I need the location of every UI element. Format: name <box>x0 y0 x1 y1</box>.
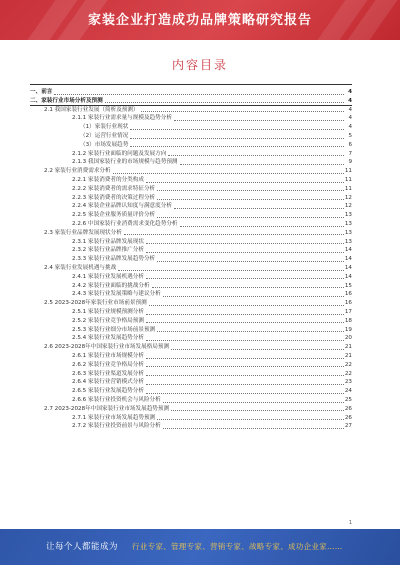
toc-entry-title: （2）运营行业情况 <box>80 133 129 139</box>
toc-entry-title: 2.1 我国家装行业发展（简析及预测） <box>44 106 139 113</box>
toc-entry-page: 26 <box>344 414 352 421</box>
toc-leader-dots <box>146 322 344 323</box>
toc-entry[interactable] <box>72 282 352 291</box>
toc-entry[interactable] <box>72 194 352 203</box>
toc-entry-title: （3）市场发展趋势 <box>80 141 129 148</box>
toc-entry[interactable] <box>44 264 352 273</box>
toc-leader-dots <box>105 102 344 103</box>
toc-leader-dots <box>180 226 344 227</box>
toc-leader-dots <box>152 287 344 288</box>
toc-entry[interactable] <box>72 185 352 194</box>
toc-entry-page: 11 <box>344 185 352 192</box>
toc-entry-title: 2.3.2 家装行业品牌推广分析 <box>72 247 144 254</box>
toc-entry-page: 9 <box>348 159 352 166</box>
toc-entry-title: 2.2.1 家装消费者的分类构成 <box>72 177 144 183</box>
toc-leader-dots <box>146 340 344 341</box>
toc-entry[interactable] <box>72 317 352 326</box>
toc-entry-title: 二、家装行业市场分析及预测 <box>30 97 103 104</box>
toc-entry-page: 4 <box>348 89 352 95</box>
toc-entry-page: 11 <box>344 168 352 175</box>
toc-entry-page: 14 <box>344 247 352 254</box>
toc-entry[interactable] <box>72 352 352 361</box>
toc-entry[interactable] <box>44 167 352 176</box>
toc-entry-title: 2.6.3 家装行业渠道发展分析 <box>72 370 144 377</box>
toc-entry[interactable] <box>80 141 352 150</box>
toc-entry-title: 2.6 2023-2028年中国家装行业市场发展格局预测 <box>44 344 170 351</box>
toc-leader-dots <box>146 375 344 376</box>
toc-leader-dots <box>157 331 344 332</box>
toc-entry-title: 2.4.1 家装行业发展机遇分析 <box>72 273 144 280</box>
toc-leader-dots <box>146 243 344 244</box>
toc-leader-dots <box>157 199 344 200</box>
toc-entry[interactable] <box>72 414 352 423</box>
toc-entry-page: 14 <box>344 256 352 263</box>
toc-entry-title: 2.7 2023-2028年中国家装行业市场发展趋势预测 <box>44 405 170 412</box>
toc-entry-page: 20 <box>344 335 352 342</box>
toc-entry-page: 13 <box>344 238 352 245</box>
toc-entry[interactable] <box>44 106 352 115</box>
toc-entry[interactable] <box>30 88 352 97</box>
toc-leader-dots <box>146 278 344 279</box>
toc-entry-page: 14 <box>344 265 352 271</box>
footer-tagline: 行业专家、管理专家、营销专家、战略专家、成功企业家…… <box>132 542 343 551</box>
toc-leader-dots <box>157 217 344 218</box>
toc-entry-page: 25 <box>344 397 352 403</box>
toc-entry[interactable] <box>72 211 352 220</box>
toc-leader-dots <box>157 261 344 262</box>
toc-entry[interactable] <box>72 361 352 370</box>
toc-leader-dots <box>124 234 344 235</box>
toc-entry[interactable] <box>72 308 352 317</box>
toc-entry-title: 一、前言 <box>30 89 53 95</box>
toc-entry-page: 23 <box>344 379 352 386</box>
footer-banner <box>0 529 400 565</box>
toc-entry-title: 2.2 家装行业消费需求分析 <box>44 168 111 175</box>
toc-entry[interactable] <box>72 255 352 264</box>
toc-entry-title: 2.7.2 家装行业投资前景与风险分析 <box>72 423 161 430</box>
toc-entry[interactable] <box>72 220 352 229</box>
toc-entry[interactable] <box>72 334 352 343</box>
toc-entry[interactable] <box>72 238 352 247</box>
toc-entry-title: 2.5.4 家装行业发展趋势分析 <box>72 335 144 342</box>
toc-entry-title: 2.3 家装行业品牌发展现状分析 <box>44 229 122 236</box>
toc-entry-page: 7 <box>348 150 352 157</box>
toc-entry-page: 13 <box>344 221 352 227</box>
toc-leader-dots <box>113 173 344 174</box>
toc-entry-page: 4 <box>348 124 352 131</box>
toc-entry-title: 2.6.4 家装行业营销模式分析 <box>72 379 144 386</box>
toc-entry[interactable] <box>72 202 352 211</box>
toc-entry-page: 21 <box>344 353 352 359</box>
toc-entry-page: 14 <box>344 273 352 280</box>
toc-entry[interactable] <box>72 378 352 387</box>
toc-entry-title: 2.2.4 家装企业品牌认知度与满意度分析 <box>72 203 172 210</box>
toc-leader-dots <box>130 129 344 130</box>
toc-entry-title: 2.3.3 家装行业品牌发展趋势分析 <box>72 256 156 263</box>
toc-entry-title: 2.6.2 家装行业竞争格局分析 <box>72 361 144 368</box>
toc-entry[interactable] <box>44 229 352 238</box>
toc-entry[interactable] <box>72 114 352 123</box>
toc-entry-title: 2.5.1 家装行业规模预测分析 <box>72 309 144 315</box>
toc-entry-page: 4 <box>348 106 352 113</box>
toc-entry[interactable] <box>72 158 352 167</box>
toc-entry-page: 4 <box>348 115 352 122</box>
toc-leader-dots <box>146 393 344 394</box>
toc-entry-page: 4 <box>348 97 352 104</box>
toc-entry-title: 2.3.1 家装行业品牌发展现状 <box>72 238 144 245</box>
toc-entry[interactable] <box>72 396 352 405</box>
toc-leader-dots <box>141 111 344 112</box>
toc-entry-title: 2.2.2 家装消费者的需求特征分析 <box>72 185 156 192</box>
toc-entry-page: 16 <box>344 291 352 298</box>
toc-entry[interactable] <box>80 132 352 141</box>
toc-entry-page: 27 <box>344 423 352 430</box>
toc-entry-title: 2.2.3 家装消费者的决策过程分析 <box>72 194 156 201</box>
toc-leader-dots <box>146 182 344 183</box>
toc-entry[interactable] <box>72 326 352 335</box>
toc-entry-title: 2.4.3 家装行业发展策略与建议分析 <box>72 291 161 298</box>
toc-leader-dots <box>180 164 344 165</box>
toc-leader-dots <box>146 314 344 315</box>
toc-entry-title: （1）家装行业现状 <box>80 124 129 131</box>
toc-top-rule <box>30 84 352 85</box>
toc-entry-page: 17 <box>344 309 352 315</box>
toc-entry-page: 12 <box>344 194 352 201</box>
toc-leader-dots <box>54 94 344 95</box>
toc-leader-dots <box>130 146 344 147</box>
toc-entry-title: 2.6.6 家装行业投资机会与风险分析 <box>72 397 161 403</box>
toc-entry-title: 2.5.3 家装行业细分市场前景预测 <box>72 326 156 333</box>
toc-entry-title: 2.5.2 家装行业竞争格局预测 <box>72 317 144 324</box>
toc-entry[interactable] <box>72 150 352 159</box>
toc-entry-title: 2.4.2 家装行业面临的挑战分析 <box>72 282 150 289</box>
toc-entry-title: 2.5 2023-2028年家装行业市场前景预测 <box>44 300 147 307</box>
toc-entry-page: 5 <box>348 133 352 139</box>
toc-entry-page: 19 <box>344 326 352 333</box>
page-number: 1 <box>348 520 352 526</box>
toc-entry-page: 15 <box>344 282 352 289</box>
toc-entry-page: 18 <box>344 317 352 324</box>
toc-leader-dots <box>118 270 344 271</box>
toc-entry-page: 6 <box>348 141 352 148</box>
toc-entry-title: 2.6.1 家装行业市场规模分析 <box>72 353 144 359</box>
toc-leader-dots <box>146 366 344 367</box>
toc-leader-dots <box>157 190 344 191</box>
toc-entry[interactable] <box>44 299 352 308</box>
toc-entry-title: 2.1.2 家装行业面临的问题及发展方向 <box>72 150 167 157</box>
toc-leader-dots <box>168 155 344 156</box>
toc-leader-dots <box>163 296 344 297</box>
toc-entry-title: 2.2.5 家装企业服务质量评价分析 <box>72 212 156 219</box>
toc-entry[interactable] <box>72 290 352 299</box>
toc-leader-dots <box>146 358 344 359</box>
toc-section-rule <box>30 105 352 106</box>
report-title: 家装企业打造成功品牌策略研究报告 <box>87 13 312 28</box>
toc-entry-page: 11 <box>344 177 352 183</box>
toc-entry-title: 2.4 家装行业发展机遇与挑战 <box>44 265 117 271</box>
toc-leader-dots <box>149 305 344 306</box>
toc-entry-page: 22 <box>344 361 352 368</box>
toc-leader-dots <box>163 402 344 403</box>
toc-leader-dots <box>174 120 344 121</box>
toc-entry[interactable] <box>72 422 352 431</box>
toc-leader-dots <box>157 419 344 420</box>
toc-entry-title: 2.1.3 我国家装行业的市场规模与趋势预测 <box>72 159 178 166</box>
report-header-banner <box>0 0 400 40</box>
toc-leader-dots <box>174 208 344 209</box>
toc-entry-page: 26 <box>344 405 352 412</box>
toc-entry[interactable] <box>44 343 352 352</box>
toc-entry-page: 16 <box>344 300 352 307</box>
toc-entry[interactable] <box>72 273 352 282</box>
toc-leader-dots <box>130 138 344 139</box>
toc-entry-page: 13 <box>344 212 352 219</box>
toc-entry-page: 22 <box>344 370 352 377</box>
toc-entry-title: 2.1.1 家装行业需求量与规模及趋势分析 <box>72 115 172 122</box>
toc-entry-page: 24 <box>344 388 352 395</box>
toc-entry[interactable] <box>44 405 352 414</box>
footer-lead-text: 让每个人都能成为 <box>46 542 119 552</box>
toc-leader-dots <box>163 428 344 429</box>
toc-entry-title: 2.2.6 中国家装行业消费需求变化趋势分析 <box>72 221 178 227</box>
toc-leader-dots <box>171 410 344 411</box>
toc-entry-title: 2.6.5 家装行业发展趋势分析 <box>72 388 144 395</box>
toc-leader-dots <box>146 384 344 385</box>
toc-heading: 内容目录 <box>171 58 228 72</box>
toc-entry[interactable] <box>72 246 352 255</box>
toc-entry-page: 13 <box>344 229 352 236</box>
toc-entry[interactable] <box>72 176 352 185</box>
toc-entry[interactable] <box>72 387 352 396</box>
toc-entry[interactable] <box>72 370 352 379</box>
toc-entry[interactable] <box>80 123 352 132</box>
toc-entry-title: 2.7.1 家装行业市场发展趋势预测 <box>72 414 156 421</box>
toc-entry-page: 21 <box>344 344 352 351</box>
toc-leader-dots <box>146 252 344 253</box>
toc-leader-dots <box>171 349 344 350</box>
toc-entry-page: 12 <box>344 203 352 210</box>
